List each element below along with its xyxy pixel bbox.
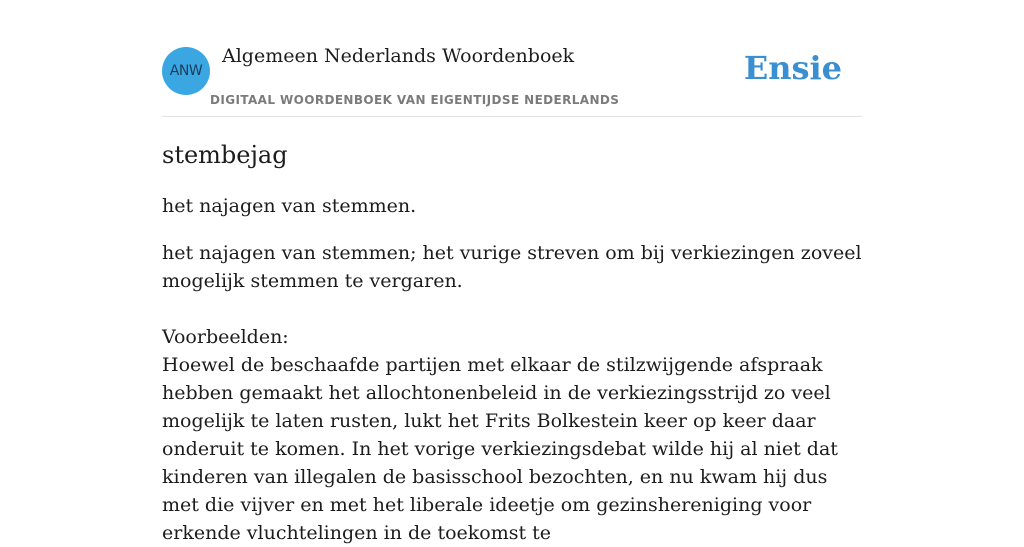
site-header: [162, 0, 862, 117]
short-definition: het najagen van stemmen.: [162, 195, 417, 217]
anw-logo[interactable]: ANW: [162, 47, 210, 95]
entry-content: [162, 116, 862, 547]
example-text: Hoewel de beschaafde partijen met elkaar de stilzwijgende afspraak hebben gemaakt het allochtonenbeleid in de verkiezingsstrijd zo veel mogelijk te laten rusten, lukt het Frits Bolkestein keer op keer daar onderuit te komen. In het vorige verkiezingsdebat wilde hij al niet dat kinderen van illegalen de basisschool bezochten, en nu kwam hij dus met die vijver en met het liberale ideetje om gezinshereniging voor erkende vluchtelingen in de toekomst te: [162, 354, 838, 544]
site-title[interactable]: Algemeen Nederlands Woordenboek: [222, 45, 575, 67]
ensie-brand-logo[interactable]: Ensie: [743, 49, 842, 87]
long-definition: het najagen van stemmen; het vurige streven om bij verkiezingen zoveel mogelijk stemmen te vergaren.: [162, 242, 862, 292]
site-subtitle: DIGITAAL WOORDENBOEK VAN EIGENTIJDSE NEDERLANDS: [210, 93, 620, 107]
headword: stembejag: [162, 141, 288, 169]
examples-label: Voorbeelden:: [162, 326, 289, 348]
